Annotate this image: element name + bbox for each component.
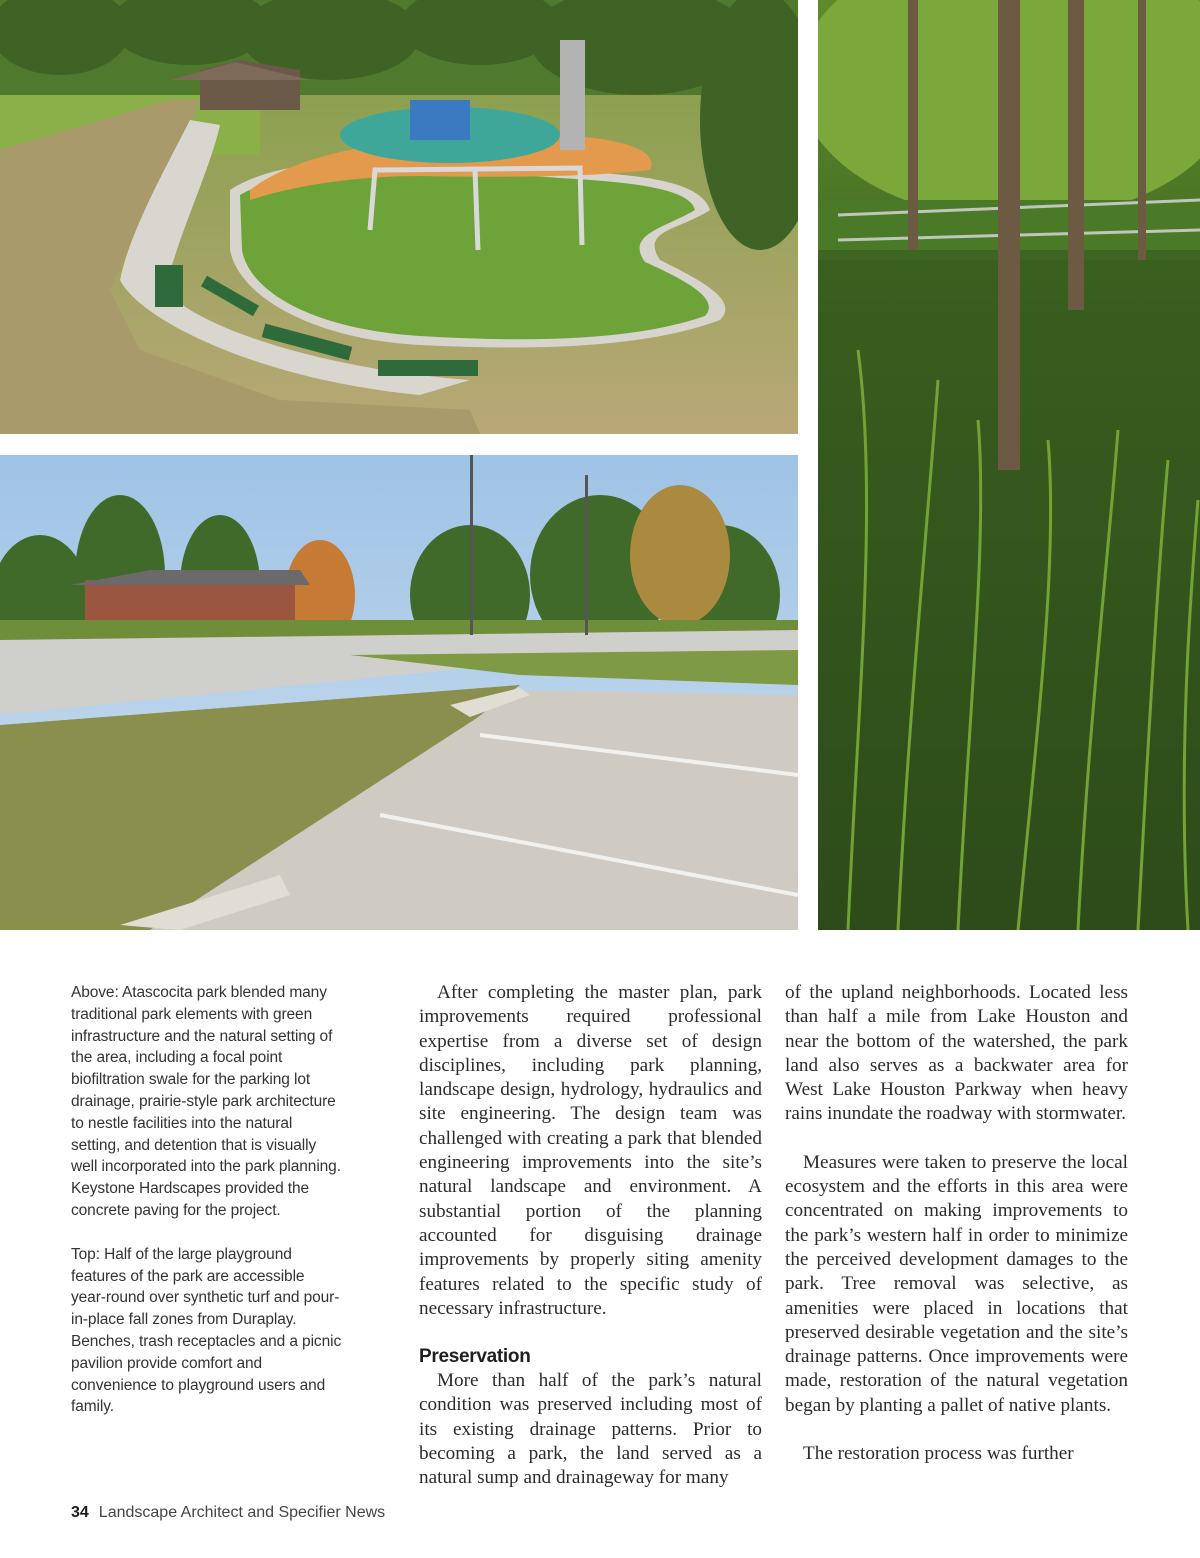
photo-caption — [71, 982, 343, 1418]
article-paragraph: After completing the master plan, park improvements required professional expertise from a diverse set of design disciplines, including park planning, landscape design, hydrology, hydraulics and site engineering. The design team was challenged with creating a park that blended engineering improvements into the site’s natural landscape and environment. A substantial portion of the planning accounted for disguising drainage improvements by properly siting amenity features related to the specific study of necessary infrastructure. — [419, 982, 762, 1319]
article-paragraph: of the upland neighborhoods. Located less than half a mile from Lake Houston and near the bottom of the watershed, the park land also serves as a backwater area for West Lake Houston Parkway when heavy rains inundate the roadway with stormwater. — [785, 982, 1128, 1125]
article-column-middle — [419, 981, 762, 1491]
section-heading-preservation: Preservation — [419, 1346, 531, 1368]
publication-name: Landscape Architect and Specifier News — [98, 1504, 386, 1521]
caption-above: Above: Atascocita park blended many traditional park elements with green infrastructure and the natural setting of the area, including a focal point biofiltration swale for the parking lot drainage, prairie-style park architecture to nestle facilities into the natural setting, and detention that is visually well incorporated into the park planning. Keystone Hardscapes provided the concrete paving for the project. — [71, 984, 341, 1219]
photo-parking-lot — [0, 455, 798, 930]
article-paragraph: The restoration process was further — [803, 1443, 1074, 1465]
article-paragraph: More than half of the park’s natural condition was preserved including most of its existing drainage patterns. Prior to becoming a park, the land served as a natural sump and drainageway for many — [419, 1370, 762, 1489]
photo-playground — [0, 0, 798, 434]
page-number: 34 — [71, 1504, 89, 1521]
article-paragraph: Measures were taken to preserve the local ecosystem and the efforts in this area were concentrated on making improvements to the park’s western half in order to minimize the perceived development damages to the park. Tree removal was selective, as amenities were placed in locations that preserved desirable vegetation and the site’s drainage patterns. Once improvements were made, restoration of the natural vegetation began by planting a pallet of native plants. — [785, 1151, 1128, 1416]
article-column-right — [785, 981, 1128, 1466]
caption-top: Top: Half of the large playground features of the park are accessible year-round over synthetic turf and pour-in-place fall zones from Duraplay. Benches, trash receptacles and a picnic pavilion provide comfort and convenience to playground users and family. — [71, 1245, 342, 1416]
photo-wetland — [818, 0, 1200, 930]
page-footer — [71, 1504, 385, 1522]
